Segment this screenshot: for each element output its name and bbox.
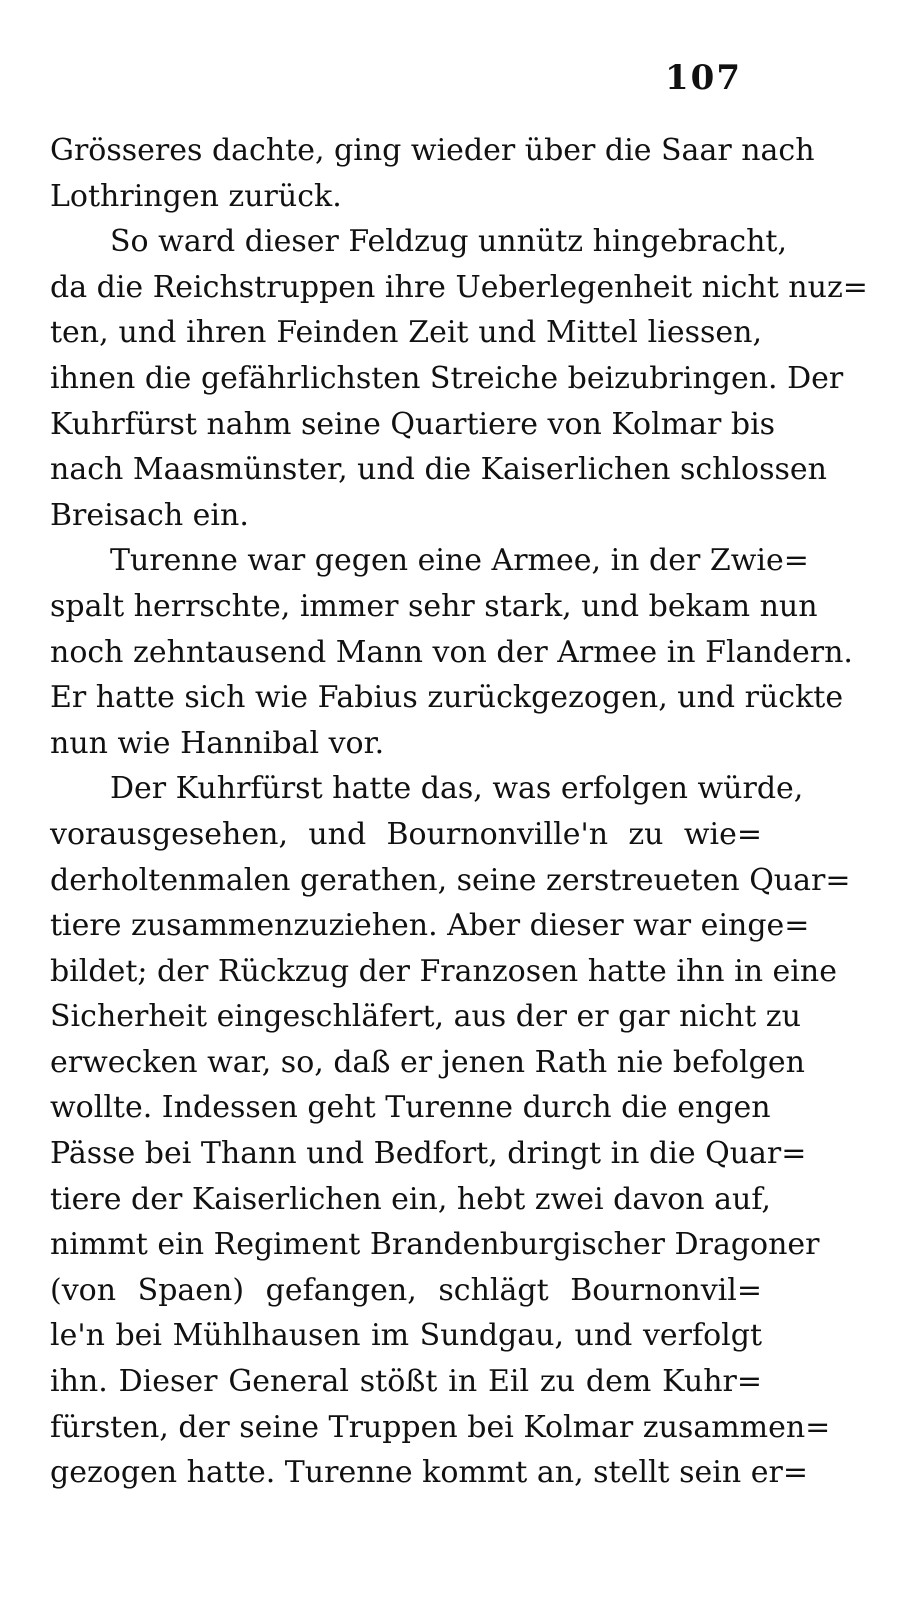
- text-line: derholtenmalen gerathen, seine zerstreueten Quar=: [50, 862, 851, 898]
- page-number: 107: [665, 58, 742, 98]
- text-line: ihn. Dieser General stößt in Eil zu dem Kuhr=: [50, 1364, 762, 1400]
- text-line: Sicherheit eingeschläfert, aus der er gar nicht zu: [50, 999, 801, 1035]
- text-line: So ward dieser Feldzug unnütz hingebracht,: [110, 224, 787, 260]
- text-line: Lothringen zurück.: [50, 178, 342, 214]
- text-line: erwecken war, so, daß er jenen Rath nie befolgen: [50, 1044, 805, 1080]
- text-line: (von Spaen) gefangen, schlägt Bournonvil=: [50, 1272, 762, 1308]
- text-line: wollte. Indessen geht Turenne durch die engen: [50, 1090, 771, 1126]
- text-line: noch zehntausend Mann von der Armee in Flandern.: [50, 634, 853, 670]
- text-line: Turenne war gegen eine Armee, in der Zwie=: [110, 543, 809, 579]
- text-line: fürsten, der seine Truppen bei Kolmar zusammen=: [50, 1409, 831, 1445]
- text-line: nimmt ein Regiment Brandenburgischer Dragoner: [50, 1227, 820, 1263]
- text-line: nach Maasmünster, und die Kaiserlichen schlossen: [50, 452, 827, 488]
- text-line: tiere zusammenzuziehen. Aber dieser war einge=: [50, 908, 810, 944]
- text-line: ten, und ihren Feinden Zeit und Mittel liessen,: [50, 315, 762, 351]
- text-line: Der Kuhrfürst hatte das, was erfolgen würde,: [110, 771, 804, 807]
- text-line: tiere der Kaiserlichen ein, hebt zwei davon auf,: [50, 1181, 771, 1217]
- text-line: Grösseres dachte, ging wieder über die Saar nach: [50, 133, 815, 168]
- text-line: Breisach ein.: [50, 497, 249, 533]
- text-line: da die Reichstruppen ihre Ueberlegenheit nicht nuz=: [50, 269, 868, 305]
- text-line: le'n bei Mühlhausen im Sundgau, und verfolgt: [50, 1318, 762, 1354]
- text-line: ihnen die gefährlichsten Streiche beizubringen. Der: [50, 360, 844, 396]
- text-line: Er hatte sich wie Fabius zurückgezogen, und rückte: [50, 680, 844, 716]
- text-line: nun wie Hannibal vor.: [50, 725, 385, 761]
- body-text: [50, 128, 868, 1496]
- text-line: Pässe bei Thann und Bedfort, dringt in die Quar=: [50, 1136, 807, 1172]
- text-line: Kuhrfürst nahm seine Quartiere von Kolmar bis: [50, 406, 776, 442]
- text-line: spalt herrschte, immer sehr stark, und bekam nun: [50, 588, 818, 624]
- text-line: gezogen hatte. Turenne kommt an, stellt sein er=: [50, 1455, 808, 1491]
- text-line: bildet; der Rückzug der Franzosen hatte ihn in eine: [50, 953, 837, 989]
- text-line: vorausgesehen, und Bournonville'n zu wie=: [50, 816, 762, 852]
